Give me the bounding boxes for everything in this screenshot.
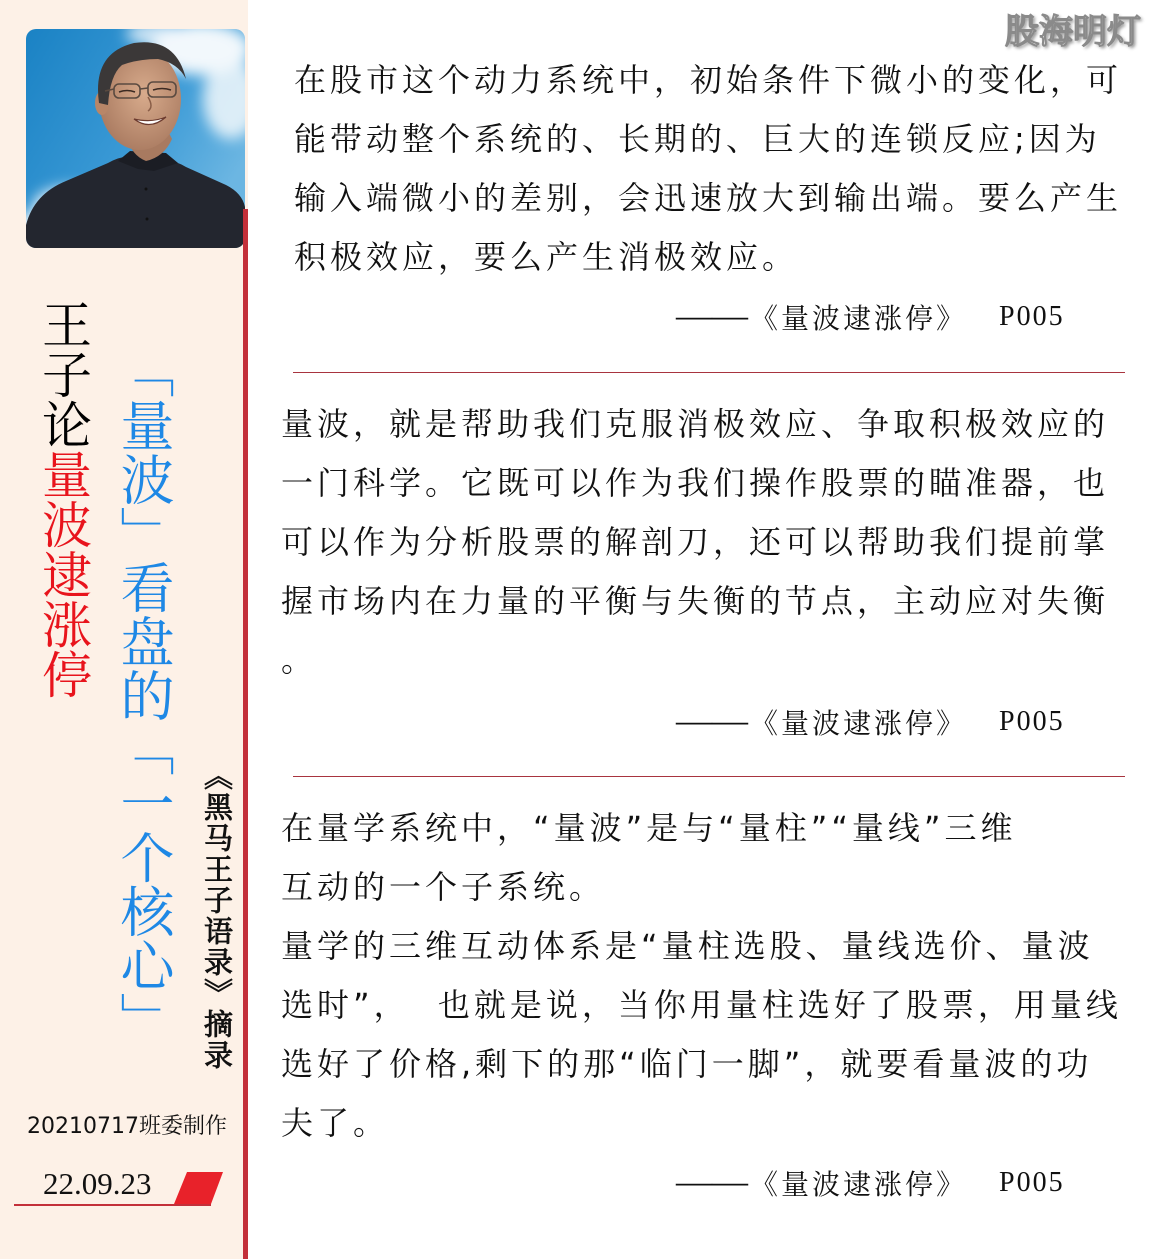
quote-block-1 — [294, 51, 1122, 287]
quote-line: 量波，就是帮助我们克服消极效应、争取积极效应的 — [281, 405, 1110, 443]
citation-2 — [676, 700, 1065, 740]
quote-line: 握市场内在力量的平衡与失衡的节点，主动应对失衡 — [281, 582, 1110, 620]
quote-line: 在量学系统中，“量波”是与“量柱”“量线”三维 — [281, 809, 1017, 847]
citation-book-title: 《量波逮涨停》 — [750, 709, 968, 740]
date-underline — [14, 1204, 211, 1206]
citation-page: P005 — [999, 1167, 1065, 1198]
title-highlight: 量波逮涨停 — [34, 449, 92, 699]
citation-dash: —— — [676, 700, 748, 740]
sidebar-panel — [0, 0, 248, 1259]
quote-line: 一门科学。它既可以作为我们操作股票的瞄准器，也 — [281, 464, 1110, 502]
red-flag-shape — [174, 1172, 223, 1204]
section-divider — [293, 776, 1125, 777]
citation-3 — [676, 1161, 1065, 1201]
date-text: 22.09.23 — [43, 1166, 152, 1201]
quote-line: 输入端微小的差别，会迅速放大到输出端。要么产生 — [294, 179, 1123, 217]
source-note: 《黑马王子语录》摘录 — [200, 761, 234, 1071]
portrait-photo — [26, 29, 245, 248]
title-prefix: 王子论 — [34, 299, 92, 449]
quote-block-2 — [281, 395, 1109, 690]
citation-book-title: 《量波逮涨停》 — [750, 304, 968, 335]
credit-text: 20210717班委制作 — [27, 1114, 227, 1139]
quote-line: 能带动整个系统的、长期的、巨大的连锁反应;因为 — [294, 120, 1101, 158]
citation-book-title: 《量波逮涨停》 — [750, 1170, 968, 1201]
shirt-button — [146, 218, 149, 221]
watermark-logo: 股海明灯 — [1005, 12, 1141, 52]
vertical-title — [34, 299, 92, 699]
quote-block-3 — [281, 799, 1122, 1153]
quote-line: 选好了价格,剩下的那“临门一脚”，就要看量波的功 — [281, 1045, 1093, 1083]
citation-page: P005 — [999, 706, 1065, 737]
shirt-button — [145, 188, 148, 191]
quote-line: 量学的三维互动体系是“量柱选股、量线选价、量波 — [281, 927, 1094, 965]
citation-dash: —— — [676, 1161, 748, 1201]
citation-1 — [676, 295, 1065, 335]
section-divider — [293, 372, 1125, 373]
quote-line: 可以作为分析股票的解剖刀，还可以帮助我们提前掌 — [281, 523, 1110, 561]
sidebar-red-rule — [243, 209, 248, 1259]
portrait-image — [26, 29, 245, 248]
citation-page: P005 — [999, 301, 1065, 332]
vertical-subtitle: 「量波」看盘的「一个核心」 — [112, 344, 175, 1046]
quote-line: 。 — [281, 641, 318, 679]
quote-line: 积极效应，要么产生消极效应。 — [294, 238, 799, 276]
citation-dash: —— — [676, 295, 748, 335]
quote-line: 在股市这个动力系统中，初始条件下微小的变化，可 — [294, 61, 1123, 99]
quote-line: 夫了。 — [281, 1104, 390, 1142]
quote-line: 选时”， 也就是说，当你用量柱选好了股票，用量线 — [281, 986, 1122, 1024]
quote-line: 互动的一个子系统。 — [281, 868, 606, 906]
